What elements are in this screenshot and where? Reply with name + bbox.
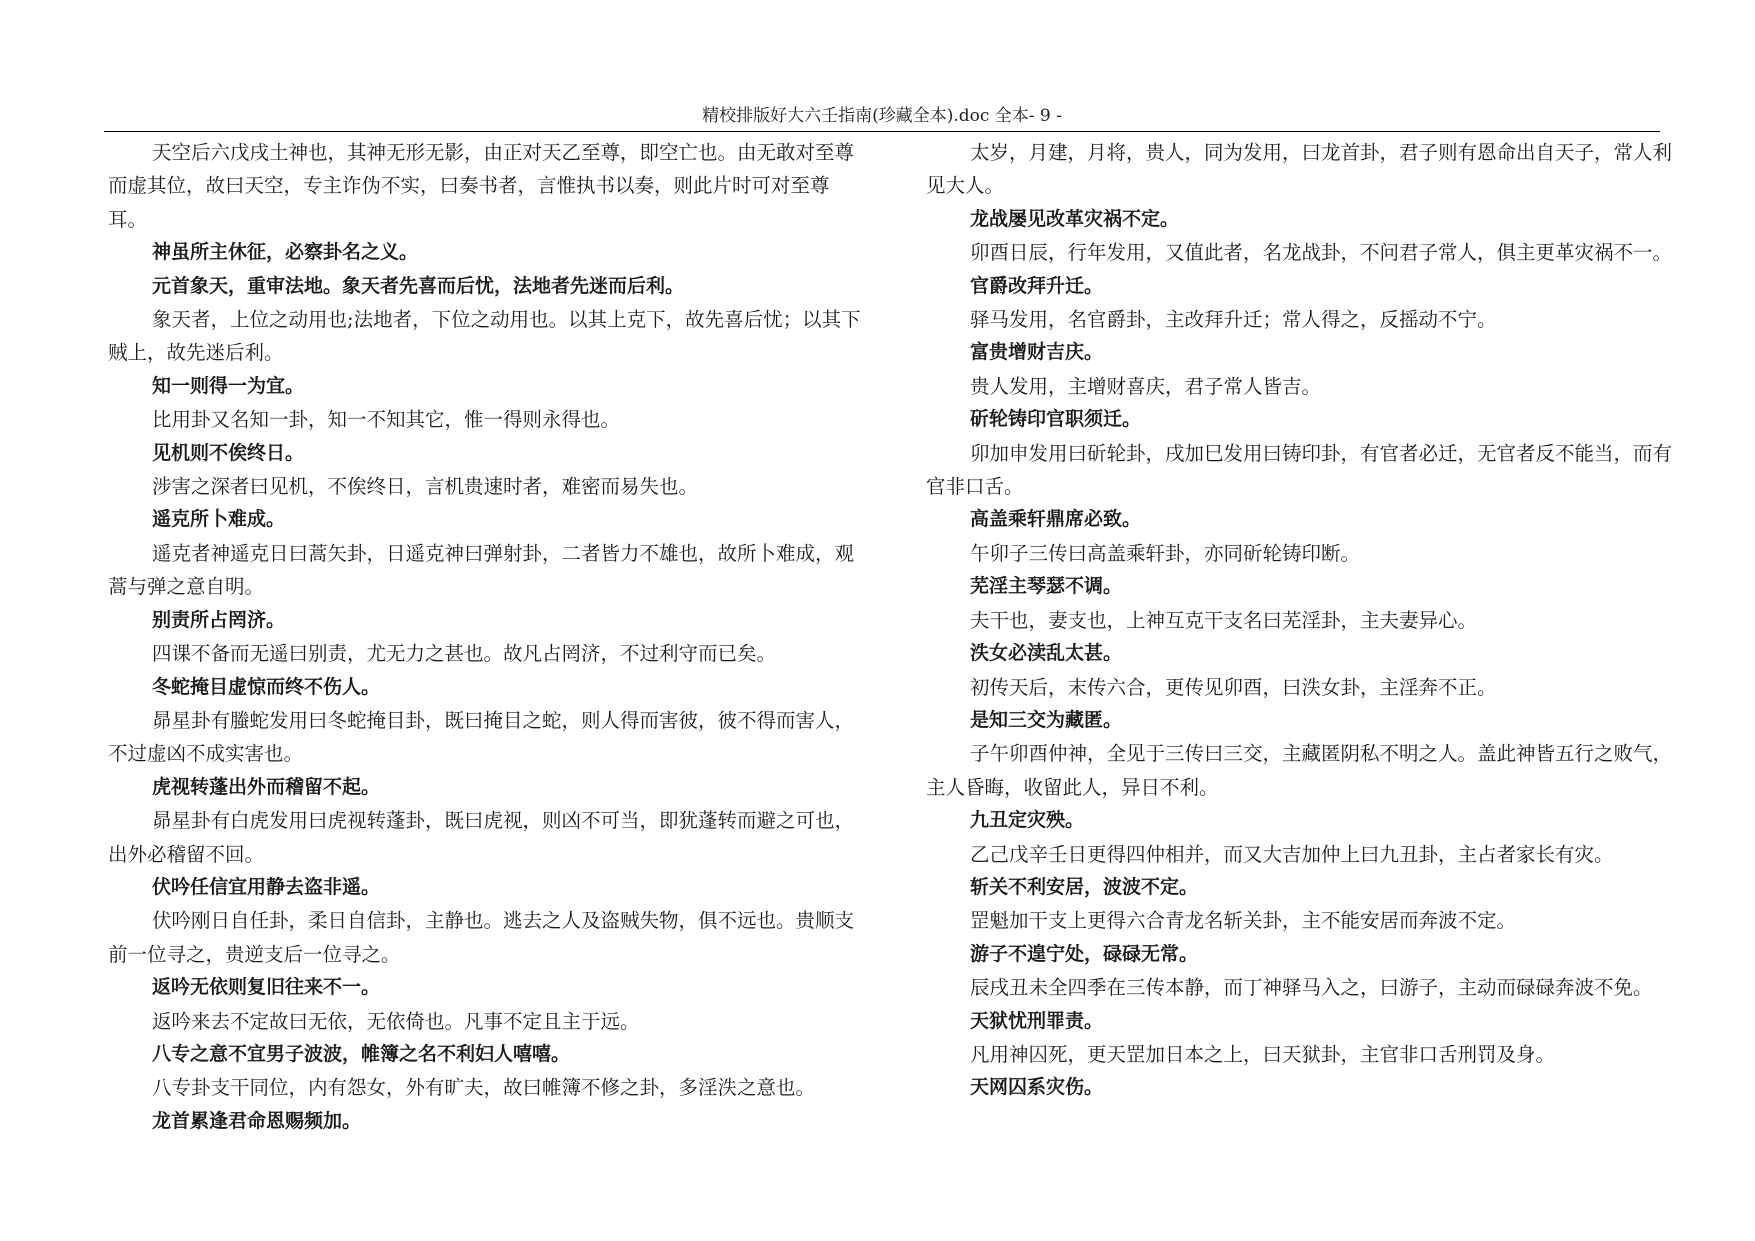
section-heading: 返吟无依则复旧往来不一。 xyxy=(152,976,381,999)
section-heading: 别责所占罔济。 xyxy=(152,608,286,631)
section-heading: 是知三交为藏匿。 xyxy=(970,708,1123,731)
body-paragraph: 比用卦又名知一卦，知一不知其它，惟一得则永得也。 xyxy=(152,408,621,432)
section-heading: 天网囚系灾伤。 xyxy=(970,1076,1104,1099)
section-heading: 知一则得一为宜。 xyxy=(152,374,305,397)
right-column xyxy=(926,136,1686,1105)
body-paragraph: 卯酉日辰，行年发用，又值此者，名龙战卦，不问君子常人，俱主更革灾祸不一。 xyxy=(970,241,1673,265)
left-column xyxy=(108,136,864,1138)
body-paragraph: 八专卦支干同位，内有怨女，外有旷夫，故曰帷簿不修之卦，多淫泆之意也。 xyxy=(152,1076,816,1100)
section-heading: 神虽所主休征，必察卦名之义。 xyxy=(152,241,419,264)
section-heading: 富贵增财吉庆。 xyxy=(970,341,1104,364)
body-paragraph: 天空后六戊戌土神也，其神无形无影，由正对天乙至尊，即空亡也。由无敢对至尊而虚其位，故曰天空，专主诈伪不实，曰奏书者，言惟执书以奏，则此片时可对至尊耳。 xyxy=(108,141,855,231)
body-paragraph: 夫干也，妻支也，上神互克干支名曰芜淫卦，主夫妻异心。 xyxy=(970,608,1478,632)
section-heading: 见机则不俟终日。 xyxy=(152,441,305,464)
section-heading: 虎视转蓬出外而稽留不起。 xyxy=(152,775,381,798)
body-paragraph: 太岁，月建，月将，贵人，同为发用，曰龙首卦，君子则有恩命出自天子，常人利见大人。 xyxy=(926,141,1673,198)
section-heading: 遥克所卜难成。 xyxy=(152,508,286,531)
body-paragraph: 凡用神囚死，更天罡加日本之上，曰天狱卦，主官非口舌刑罚及身。 xyxy=(970,1042,1556,1066)
header-rule xyxy=(104,131,1660,132)
body-paragraph: 驿马发用，名官爵卦，主改拜升迁；常人得之，反摇动不宁。 xyxy=(970,308,1497,332)
body-paragraph: 卯加申发用曰斫轮卦，戌加巳发用曰铸印卦，有官者必迁，无官者反不能当，而有官非口舌。 xyxy=(926,441,1673,499)
body-paragraph: 初传天后，末传六合，更传见卯酉，曰泆女卦，主淫奔不正。 xyxy=(970,675,1497,699)
section-heading: 斫轮铸印官职须迁。 xyxy=(970,408,1142,431)
section-heading: 元首象天，重审法地。象天者先喜而后忧，法地者先迷而后利。 xyxy=(152,274,685,297)
section-heading: 伏吟任信宜用静去盗非遥。 xyxy=(152,875,381,898)
body-paragraph: 罡魁加干支上更得六合青龙名斩关卦，主不能安居而奔波不定。 xyxy=(970,909,1517,933)
body-paragraph: 伏吟刚日自任卦，柔日自信卦，主静也。逃去之人及盗贼失物，俱不远也。贵顺支前一位寻之，贵逆支后一位寻之。 xyxy=(108,909,855,966)
body-paragraph: 涉害之深者曰见机，不俟终日，言机贵速时者，难密而易失也。 xyxy=(152,475,699,499)
body-paragraph: 昴星卦有白虎发用曰虎视转蓬卦，既曰虎视，则凶不可当，即犹蓬转而避之可也，出外必稽留不回。 xyxy=(108,809,855,866)
section-heading: 斩关不利安居，波波不定。 xyxy=(970,875,1199,898)
body-paragraph: 午卯子三传曰高盖乘轩卦，亦同斫轮铸印断。 xyxy=(970,541,1361,565)
section-heading: 游子不遑宁处，碌碌无常。 xyxy=(970,942,1199,965)
page-header: 精校排版好大六壬指南(珍藏全本).doc 全本- 9 - xyxy=(702,106,1062,126)
section-heading: 天狱忧刑罪责。 xyxy=(970,1009,1104,1032)
section-heading: 龙战屡见改革灾祸不定。 xyxy=(970,207,1180,230)
body-paragraph: 乙己戊辛壬日更得四仲相并，而又大吉加仲上曰九丑卦，主占者家长有灾。 xyxy=(970,842,1614,866)
section-heading: 高盖乘轩鼎席必致。 xyxy=(970,508,1142,531)
section-heading: 官爵改拜升迁。 xyxy=(970,274,1104,297)
body-paragraph: 昴星卦有螣蛇发用曰冬蛇掩目卦，既曰掩目之蛇，则人得而害彼，彼不得而害人，不过虚凶不成实害也。 xyxy=(108,708,855,766)
section-heading: 八专之意不宜男子波波，帷簿之名不利妇人嘻嘻。 xyxy=(152,1042,571,1065)
body-paragraph: 贵人发用，主增财喜庆，君子常人皆吉。 xyxy=(970,374,1322,398)
body-paragraph: 子午卯酉仲神，全见于三传曰三交，主藏匿阴私不明之人。盖此神皆五行之败气，主人昏晦，收留此人，异日不利。 xyxy=(926,742,1673,799)
body-paragraph: 遥克者神遥克日曰蒿矢卦，日遥克神曰弹射卦，二者皆力不雄也，故所卜难成，观蒿与弹之意自明。 xyxy=(108,541,855,599)
body-paragraph: 辰戌丑未全四季在三传本静，而丁神驿马入之，曰游子，主动而碌碌奔波不免。 xyxy=(970,976,1653,1000)
section-heading: 泆女必渎乱太甚。 xyxy=(970,642,1123,665)
body-paragraph: 返吟来去不定故曰无依，无依倚也。凡事不定且主于远。 xyxy=(152,1009,640,1033)
section-heading: 芜淫主琴瑟不调。 xyxy=(970,575,1123,598)
section-heading: 冬蛇掩目虚惊而终不伤人。 xyxy=(152,675,381,698)
section-heading: 龙首累逢君命恩赐频加。 xyxy=(152,1109,362,1132)
body-paragraph: 四课不备而无遥曰别责，尤无力之甚也。故凡占罔济，不过利守而已矣。 xyxy=(152,642,777,666)
body-paragraph: 象天者，上位之动用也;法地者，下位之动用也。以其上克下，故先喜后忧；以其下贼上，故先迷后利。 xyxy=(108,308,861,365)
section-heading: 九丑定灾殃。 xyxy=(970,809,1085,832)
